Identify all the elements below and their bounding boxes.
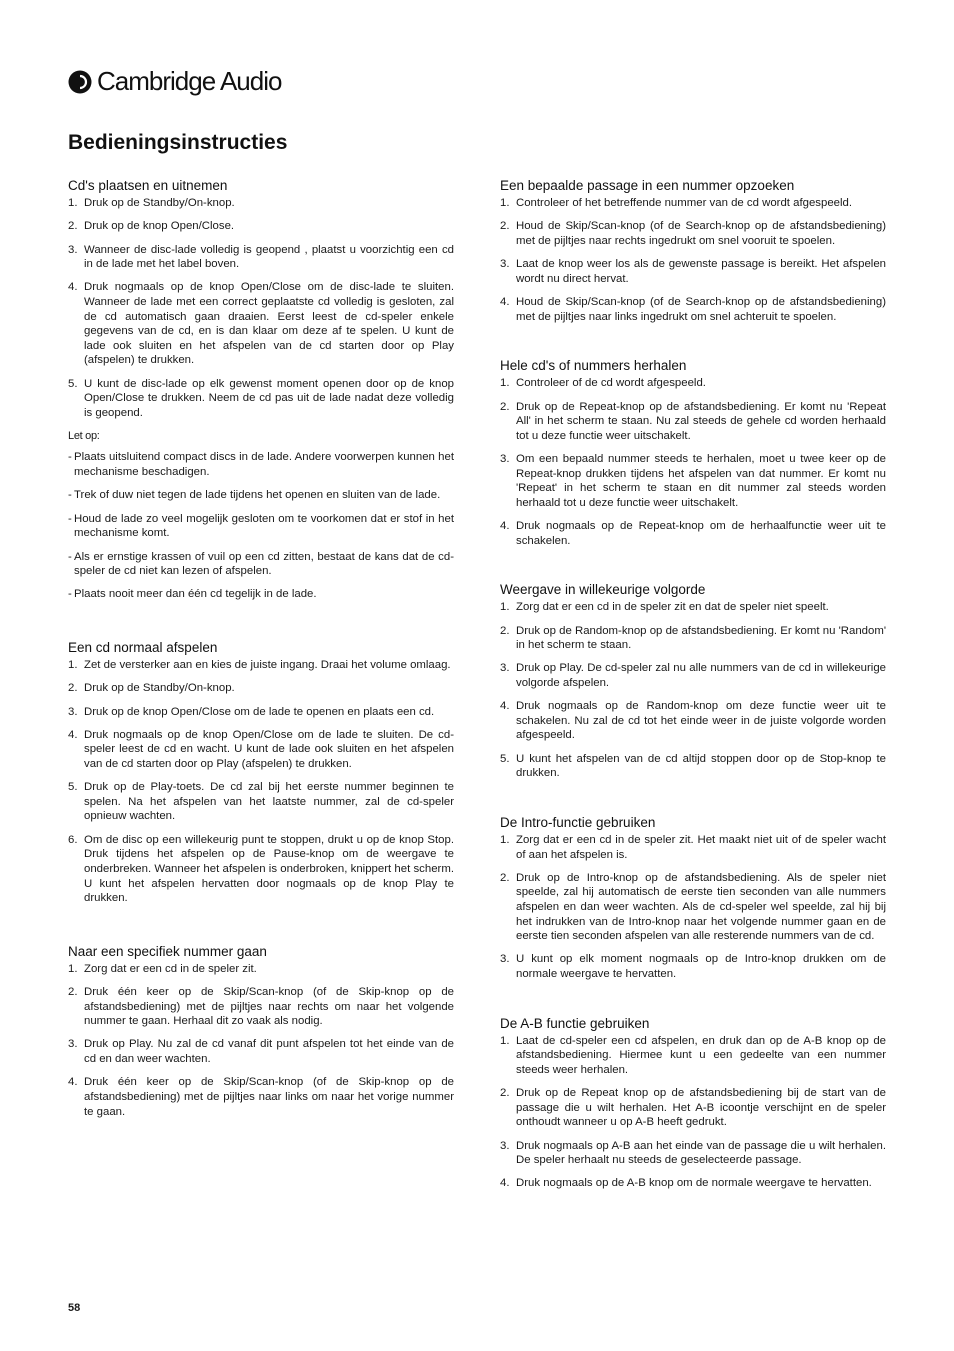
list-item xyxy=(68,219,454,234)
item-text: Druk één keer op de Skip/Scan-knop (of de Skip-knop op de afstandsbediening) met de pijltjes naar rechts om naar het volgende nummer te gaan. Herhaal dit zo vaak als nodig. xyxy=(84,986,454,1028)
item-number: 1. xyxy=(68,197,78,209)
item-text: Druk op de Random-knop op de afstandsbediening. Er komt nu 'Random' in het scherm te staan. xyxy=(516,624,886,652)
section xyxy=(68,640,454,906)
note-dash: - xyxy=(68,550,72,563)
item-text: Druk nogmaals op de knop Open/Close om de lade te sluiten. De cd-speler leest de cd en wacht. U kunt de lade ook sluiten en het afspelen van de cd starten door op Play (afspelen) te drukken. xyxy=(84,728,454,770)
numbered-list xyxy=(500,376,886,548)
list-item xyxy=(500,257,886,286)
list-item xyxy=(500,871,886,944)
item-text: U kunt de disc-lade op elk gewenst moment openen door op de knop Open/Close te drukken. Neem de cd pas uit de lade nadat deze volledig is geopend. xyxy=(84,377,454,419)
section-heading: Weergave in willekeurige volgorde xyxy=(500,582,706,598)
page-title: Bedieningsinstructies xyxy=(68,131,288,154)
item-number: 5. xyxy=(68,377,78,390)
list-item xyxy=(500,1034,886,1078)
item-text: Druk op Play. Nu zal de cd vanaf dit punt afspelen tot het einde van de cd en dan weer wachten. xyxy=(84,1038,454,1066)
list-item xyxy=(500,1139,886,1168)
item-text: Druk op de Standby/On-knop. xyxy=(84,197,235,209)
item-number: 3. xyxy=(500,452,510,465)
note-item xyxy=(68,450,454,479)
note-heading: Let op: xyxy=(68,430,100,443)
list-item xyxy=(68,1075,454,1119)
note-dash: - xyxy=(68,451,72,464)
note-dash: - xyxy=(68,489,72,502)
item-text: Druk op de Repeat knop op de afstandsbediening bij de start van de passage die u wilt herhalen. Het A-B icoontje verschijnt en de speler onthoudt wanneer u op A-B heeft gedrukt. xyxy=(516,1087,886,1129)
item-number: 1. xyxy=(500,377,510,390)
brand-name: Cambridge Audio xyxy=(97,66,282,96)
numbered-list xyxy=(500,833,886,982)
list-item xyxy=(500,219,886,248)
section-heading: Hele cd's of nummers herhalen xyxy=(500,358,687,374)
numbered-list xyxy=(68,658,454,906)
numbered-list xyxy=(68,962,454,1119)
list-item xyxy=(68,780,454,824)
item-number: 5. xyxy=(68,781,78,794)
item-number: 4. xyxy=(68,281,78,294)
list-item xyxy=(500,833,886,862)
item-text: Druk nogmaals op de knop Open/Close om de disc-lade te sluiten. Wanneer de lade met een correct geplaatste cd volledig is gesloten, zal de cd automatisch gaan draaien. Eerst leest de cd-speler enkele gegevens van de cd, en is dan klaar om deze af te spelen. U kunt de lade ook sluiten en het afspelen van de cd starten door op Play (afspelen) te drukken. xyxy=(84,281,454,367)
list-item xyxy=(68,377,454,421)
list-item xyxy=(68,705,454,720)
list-item xyxy=(68,280,454,368)
item-number: 1. xyxy=(500,601,510,614)
item-number: 4. xyxy=(500,700,510,713)
note-dash: - xyxy=(68,588,72,601)
list-item xyxy=(68,1037,454,1066)
note-dash: - xyxy=(68,512,72,525)
section xyxy=(500,358,886,548)
item-text: Om een bepaald nummer steeds te herhalen, moet u twee keer op de Repeat-knop drukken tijdens het afspelen van dat nummer. Er komt nu 'Repeat' in het scherm te staan en dit nummer zal steeds worden herhaald tot u deze functie weer uitschakelt. xyxy=(516,452,886,509)
item-text: Laat de cd-speler een cd afspelen, en druk dan op de A-B knop op de afstandsbediening. Hiermee kunt u een gedeelte van een nummer steeds weer herhalen. xyxy=(516,1034,886,1076)
list-item xyxy=(68,196,454,211)
item-text: Zorg dat er een cd in de speler zit. xyxy=(84,962,257,975)
item-text: Druk op de knop Open/Close. xyxy=(84,220,235,233)
item-number: 2. xyxy=(500,871,510,884)
item-number: 2. xyxy=(500,1087,510,1100)
item-text: Druk op de knop Open/Close om de lade te openen en plaats een cd. xyxy=(84,705,435,718)
section xyxy=(500,582,886,781)
section-heading: De Intro-functie gebruiken xyxy=(500,814,656,830)
list-item xyxy=(500,661,886,690)
item-number: 1. xyxy=(68,658,78,671)
item-text: Zorg dat er een cd in de speler zit en dat de speler niet speelt. xyxy=(516,601,829,614)
item-number: 3. xyxy=(68,1038,78,1051)
item-text: Druk nogmaals op de Random-knop om deze functie weer uit te schakelen. Nu zal de cd tot het einde weer in de juiste volgorde worden afgespeeld. xyxy=(516,700,886,742)
item-text: Druk één keer op de Skip/Scan-knop (of de Skip-knop op de afstandsbediening) met de pijltjes naar links om naar het vorige nummer te gaan. xyxy=(84,1076,454,1118)
list-item xyxy=(68,985,454,1029)
item-number: 2. xyxy=(500,220,510,233)
right-column xyxy=(500,178,886,1200)
item-text: Houd de Skip/Scan-knop (of de Search-knop op de afstandsbediening) met de pijltjes naar links ingedrukt om snel achteruit te spoelen. xyxy=(516,296,886,323)
section-heading: De A-B functie gebruiken xyxy=(500,1015,650,1031)
item-number: 3. xyxy=(500,662,510,675)
list-item xyxy=(500,400,886,444)
list-item xyxy=(500,624,886,653)
list-item xyxy=(500,952,886,981)
list-item xyxy=(68,833,454,906)
list-item xyxy=(500,752,886,781)
item-number: 4. xyxy=(500,296,510,309)
note-item xyxy=(68,488,454,503)
item-number: 3. xyxy=(68,705,78,718)
item-text: Wanneer de disc-lade volledig is geopend , plaatst u voorzichtig een cd in de lade met het label boven. xyxy=(84,243,454,271)
item-text: Om de disc op een willekeurig punt te stoppen, drukt u op de knop Stop. Druk tijdens het afspelen op de Pause-knop om de weergave te onderbreken. Wanneer het afspelen is onderbroken, knippert het scherm. U kunt het afspelen hervatten door nogmaals op de knop Play te drukken. xyxy=(84,833,454,905)
item-text: Druk op de Play-toets. De cd zal bij het eerste nummer beginnen te spelen. Na het afspelen van het laatste nummer, zal de cd-speler opnieuw wachten. xyxy=(84,781,454,823)
item-number: 6. xyxy=(68,833,78,846)
item-number: 4. xyxy=(500,520,510,533)
item-number: 1. xyxy=(500,1034,510,1047)
list-item xyxy=(500,452,886,510)
item-text: Zorg dat er een cd in de speler zit. Het maakt niet uit of de speler wacht of aan het afspelen is. xyxy=(516,833,886,861)
list-item xyxy=(500,519,886,548)
item-number: 3. xyxy=(500,1139,510,1152)
item-text: U kunt op elk moment nogmaals op de Intro-knop drukken om de normale weergave te hervatten. xyxy=(516,953,886,981)
item-number: 4. xyxy=(500,1177,510,1190)
list-item xyxy=(68,681,454,696)
numbered-list xyxy=(500,600,886,781)
note-text: Als er ernstige krassen of vuil op een cd zitten, bestaat de kans dat de cd-speler de cd niet kan lezen of afspelen. xyxy=(74,550,454,578)
item-number: 3. xyxy=(500,953,510,966)
section xyxy=(500,178,886,324)
list-item xyxy=(500,376,886,391)
item-text: Druk op de Intro-knop op de afstandsbediening. Als de speler niet speelde, zal hij automatisch de eerste tien seconden van alle nummers afspelen en dan weer wachten. Als de cd-speler wel speelde, zal hij bij het indrukken van de Intro-knop naar het volgende nummer gaan en de eerste tien seconden afspelen van alle resterende nummers van de cd. xyxy=(516,871,886,943)
note-list xyxy=(68,450,454,602)
item-text: Druk nogmaals op de Repeat-knop om de herhaalfunctie weer uit te schakelen. xyxy=(516,520,886,547)
item-text: Laat de knop weer los als de gewenste passage is bereikt. Het afspelen wordt nu direct hervat. xyxy=(516,258,886,285)
numbered-list xyxy=(68,196,454,420)
section xyxy=(500,1016,886,1191)
item-number: 2. xyxy=(68,986,78,998)
item-number: 1. xyxy=(68,962,78,975)
item-number: 4. xyxy=(68,1076,78,1089)
item-text: Druk op de Repeat-knop op de afstandsbediening. Er komt nu 'Repeat All' in het scherm te staan. Nu zal steeds de gehele cd worden herhaald tot u deze functie weer uitschakelt. xyxy=(516,400,886,442)
list-item xyxy=(500,1086,886,1130)
section-heading: Een bepaalde passage in een nummer opzoeken xyxy=(500,178,795,193)
note-item xyxy=(68,512,454,541)
numbered-list xyxy=(500,196,886,324)
item-number: 5. xyxy=(500,752,510,765)
section-heading: Cd's plaatsen en uitnemen xyxy=(68,178,228,193)
list-item xyxy=(500,600,886,615)
note-text: Trek of duw niet tegen de lade tijdens het openen en sluiten van de lade. xyxy=(74,489,441,502)
note-text: Plaats nooit meer dan één cd tegelijk in de lade. xyxy=(74,588,317,601)
item-number: 2. xyxy=(500,400,510,413)
item-text: Druk op de Standby/On-knop. xyxy=(84,682,235,695)
item-number: 2. xyxy=(500,624,510,637)
list-item xyxy=(500,1176,886,1191)
item-text: Druk nogmaals op A-B aan het einde van de passage die u wilt herhalen. De speler herhaalt nu steeds de geselecteerde passage. xyxy=(516,1139,886,1167)
item-text: Druk nogmaals op de A-B knop om de normale weergave te hervatten. xyxy=(516,1177,872,1190)
section xyxy=(500,815,886,982)
note-item xyxy=(68,587,454,602)
item-text: Houd de Skip/Scan-knop (of de Search-knop op de afstandsbediening) met de pijltjes naar rechts ingedrukt om snel vooruit te spoelen. xyxy=(516,220,886,247)
section-heading: Een cd normaal afspelen xyxy=(68,639,218,655)
section-heading: Naar een specifiek nummer gaan xyxy=(68,943,267,959)
item-text: U kunt het afspelen van de cd altijd stoppen door op de Stop-knop te drukken. xyxy=(516,752,886,780)
section xyxy=(68,178,454,602)
item-text: Druk op Play. De cd-speler zal nu alle nummers van de cd in willekeurige volgorde afspelen. xyxy=(516,662,886,689)
list-item xyxy=(68,962,454,977)
section xyxy=(68,944,454,1119)
list-item xyxy=(68,658,454,673)
note-text: Houd de lade zo veel mogelijk gesloten om te voorkomen dat er stof in het mechanisme komt. xyxy=(74,512,454,540)
item-text: Controleer of de cd wordt afgespeeld. xyxy=(516,377,706,390)
item-number: 2. xyxy=(68,220,78,233)
page-number: 58 xyxy=(68,1302,81,1314)
list-item xyxy=(500,196,886,211)
note-item xyxy=(68,550,454,579)
left-column xyxy=(68,178,454,1128)
item-number: 4. xyxy=(68,728,78,741)
list-item xyxy=(68,728,454,772)
numbered-list xyxy=(500,1034,886,1191)
item-number: 3. xyxy=(500,258,510,271)
brand-logo xyxy=(68,66,281,97)
list-item xyxy=(500,295,886,324)
list-item xyxy=(68,243,454,272)
note-text: Plaats uitsluitend compact discs in de lade. Andere voorwerpen kunnen het mechanisme beschadigen. xyxy=(74,451,454,479)
item-number: 3. xyxy=(68,243,78,256)
list-item xyxy=(500,699,886,743)
item-text: Zet de versterker aan en kies de juiste ingang. Draai het volume omlaag. xyxy=(84,658,451,671)
item-number: 1. xyxy=(500,197,510,209)
item-text: Controleer of het betreffende nummer van de cd wordt afgespeeld. xyxy=(516,197,853,209)
cambridge-audio-logo-icon xyxy=(68,70,92,94)
item-number: 2. xyxy=(68,682,78,695)
item-number: 1. xyxy=(500,833,510,846)
